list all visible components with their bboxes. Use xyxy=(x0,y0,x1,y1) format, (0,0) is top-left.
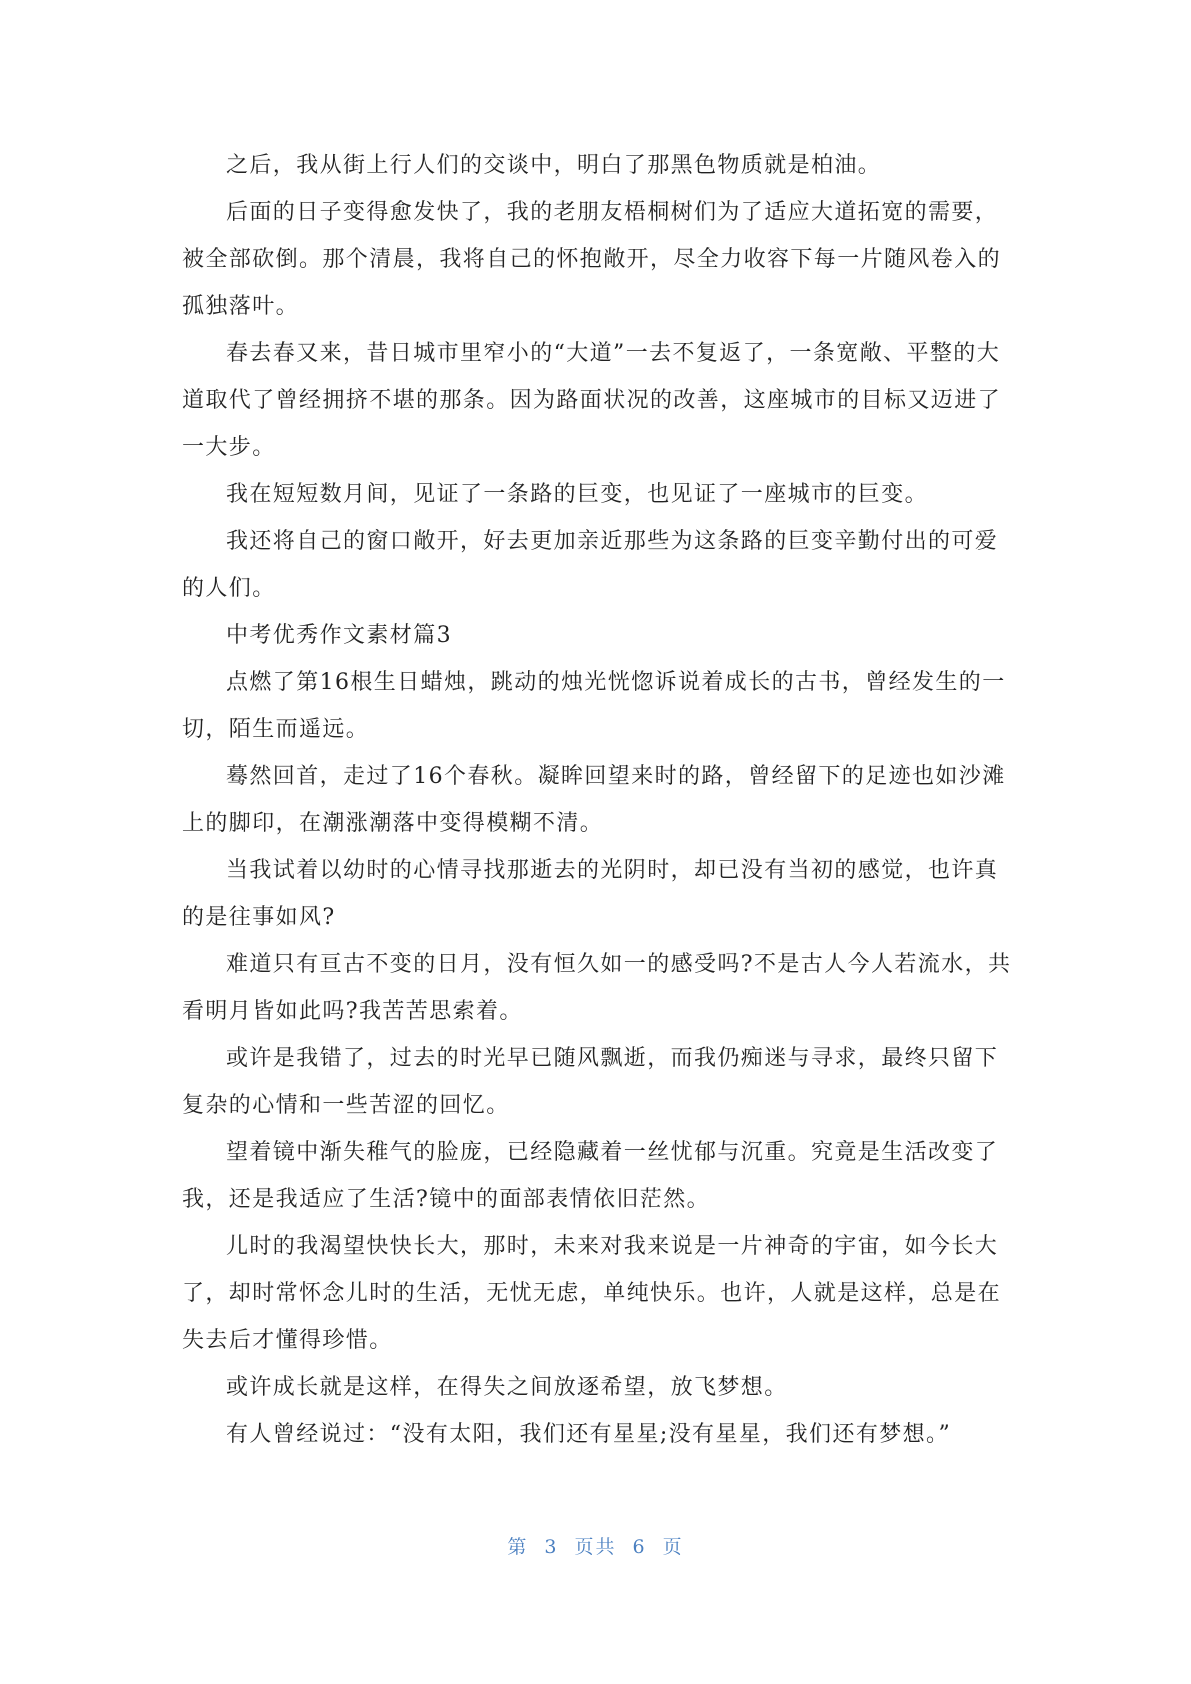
paragraph: 难道只有亘古不变的日月，没有恒久如一的感受吗?不是古人今人若流水，共看明月皆如此吗?我苦苦思索着。 xyxy=(182,952,1012,1024)
footer-suffix: 页 xyxy=(662,1536,684,1558)
paragraph: 有人曾经说过：“没有太阳，我们还有星星;没有星星，我们还有梦想。” xyxy=(226,1422,952,1447)
paragraph: 之后，我从街上行人们的交谈中，明白了那黑色物质就是柏油。 xyxy=(226,153,882,178)
footer-middle: 页共 xyxy=(574,1536,617,1558)
page-footer xyxy=(0,1532,1191,1559)
current-page-number: 3 xyxy=(544,1536,559,1558)
total-page-count: 6 xyxy=(632,1536,647,1558)
paragraph: 春去春又来，昔日城市里窄小的“大道”一去不复返了，一条宽敞、平整的大道取代了曾经拥挤不堪的那条。因为路面状况的改善，这座城市的目标又迈进了一大步。 xyxy=(182,341,1002,460)
section-heading: 中考优秀作文素材篇3 xyxy=(226,623,452,648)
paragraph: 儿时的我渴望快快长大，那时，未来对我来说是一片神奇的宇宙，如今长大了，却时常怀念儿时的生活，无忧无虑，单纯快乐。也许，人就是这样，总是在失去后才懂得珍惜。 xyxy=(182,1234,1002,1353)
paragraph: 我还将自己的窗口敞开，好去更加亲近那些为这条路的巨变辛勤付出的可爱的人们。 xyxy=(182,529,999,601)
paragraph: 后面的日子变得愈发快了，我的老朋友梧桐树们为了适应大道拓宽的需要，被全部砍倒。那个清晨，我将自己的怀抱敞开，尽全力收容下每一片随风卷入的孤独落叶。 xyxy=(182,200,1002,319)
paragraph: 或许成长就是这样，在得失之间放逐希望，放飞梦想。 xyxy=(226,1375,788,1400)
footer-prefix: 第 xyxy=(507,1536,529,1558)
paragraph: 蓦然回首，走过了16个春秋。凝眸回望来时的路，曾经留下的足迹也如沙滩上的脚印，在潮涨潮落中变得模糊不清。 xyxy=(182,764,1006,836)
paragraph: 当我试着以幼时的心情寻找那逝去的光阴时，却已没有当初的感觉，也许真的是往事如风? xyxy=(182,858,999,930)
body-text xyxy=(182,142,1012,1458)
paragraph: 我在短短数月间，见证了一条路的巨变，也见证了一座城市的巨变。 xyxy=(226,482,929,507)
paragraph: 点燃了第16根生日蜡烛，跳动的烛光恍惚诉说着成长的古书，曾经发生的一切，陌生而遥远。 xyxy=(182,670,1006,742)
paragraph: 望着镜中渐失稚气的脸庞，已经隐藏着一丝忧郁与沉重。究竟是生活改变了我，还是我适应了生活?镜中的面部表情依旧茫然。 xyxy=(182,1140,999,1212)
paragraph: 或许是我错了，过去的时光早已随风飘逝，而我仍痴迷与寻求，最终只留下复杂的心情和一些苦涩的回忆。 xyxy=(182,1046,999,1118)
